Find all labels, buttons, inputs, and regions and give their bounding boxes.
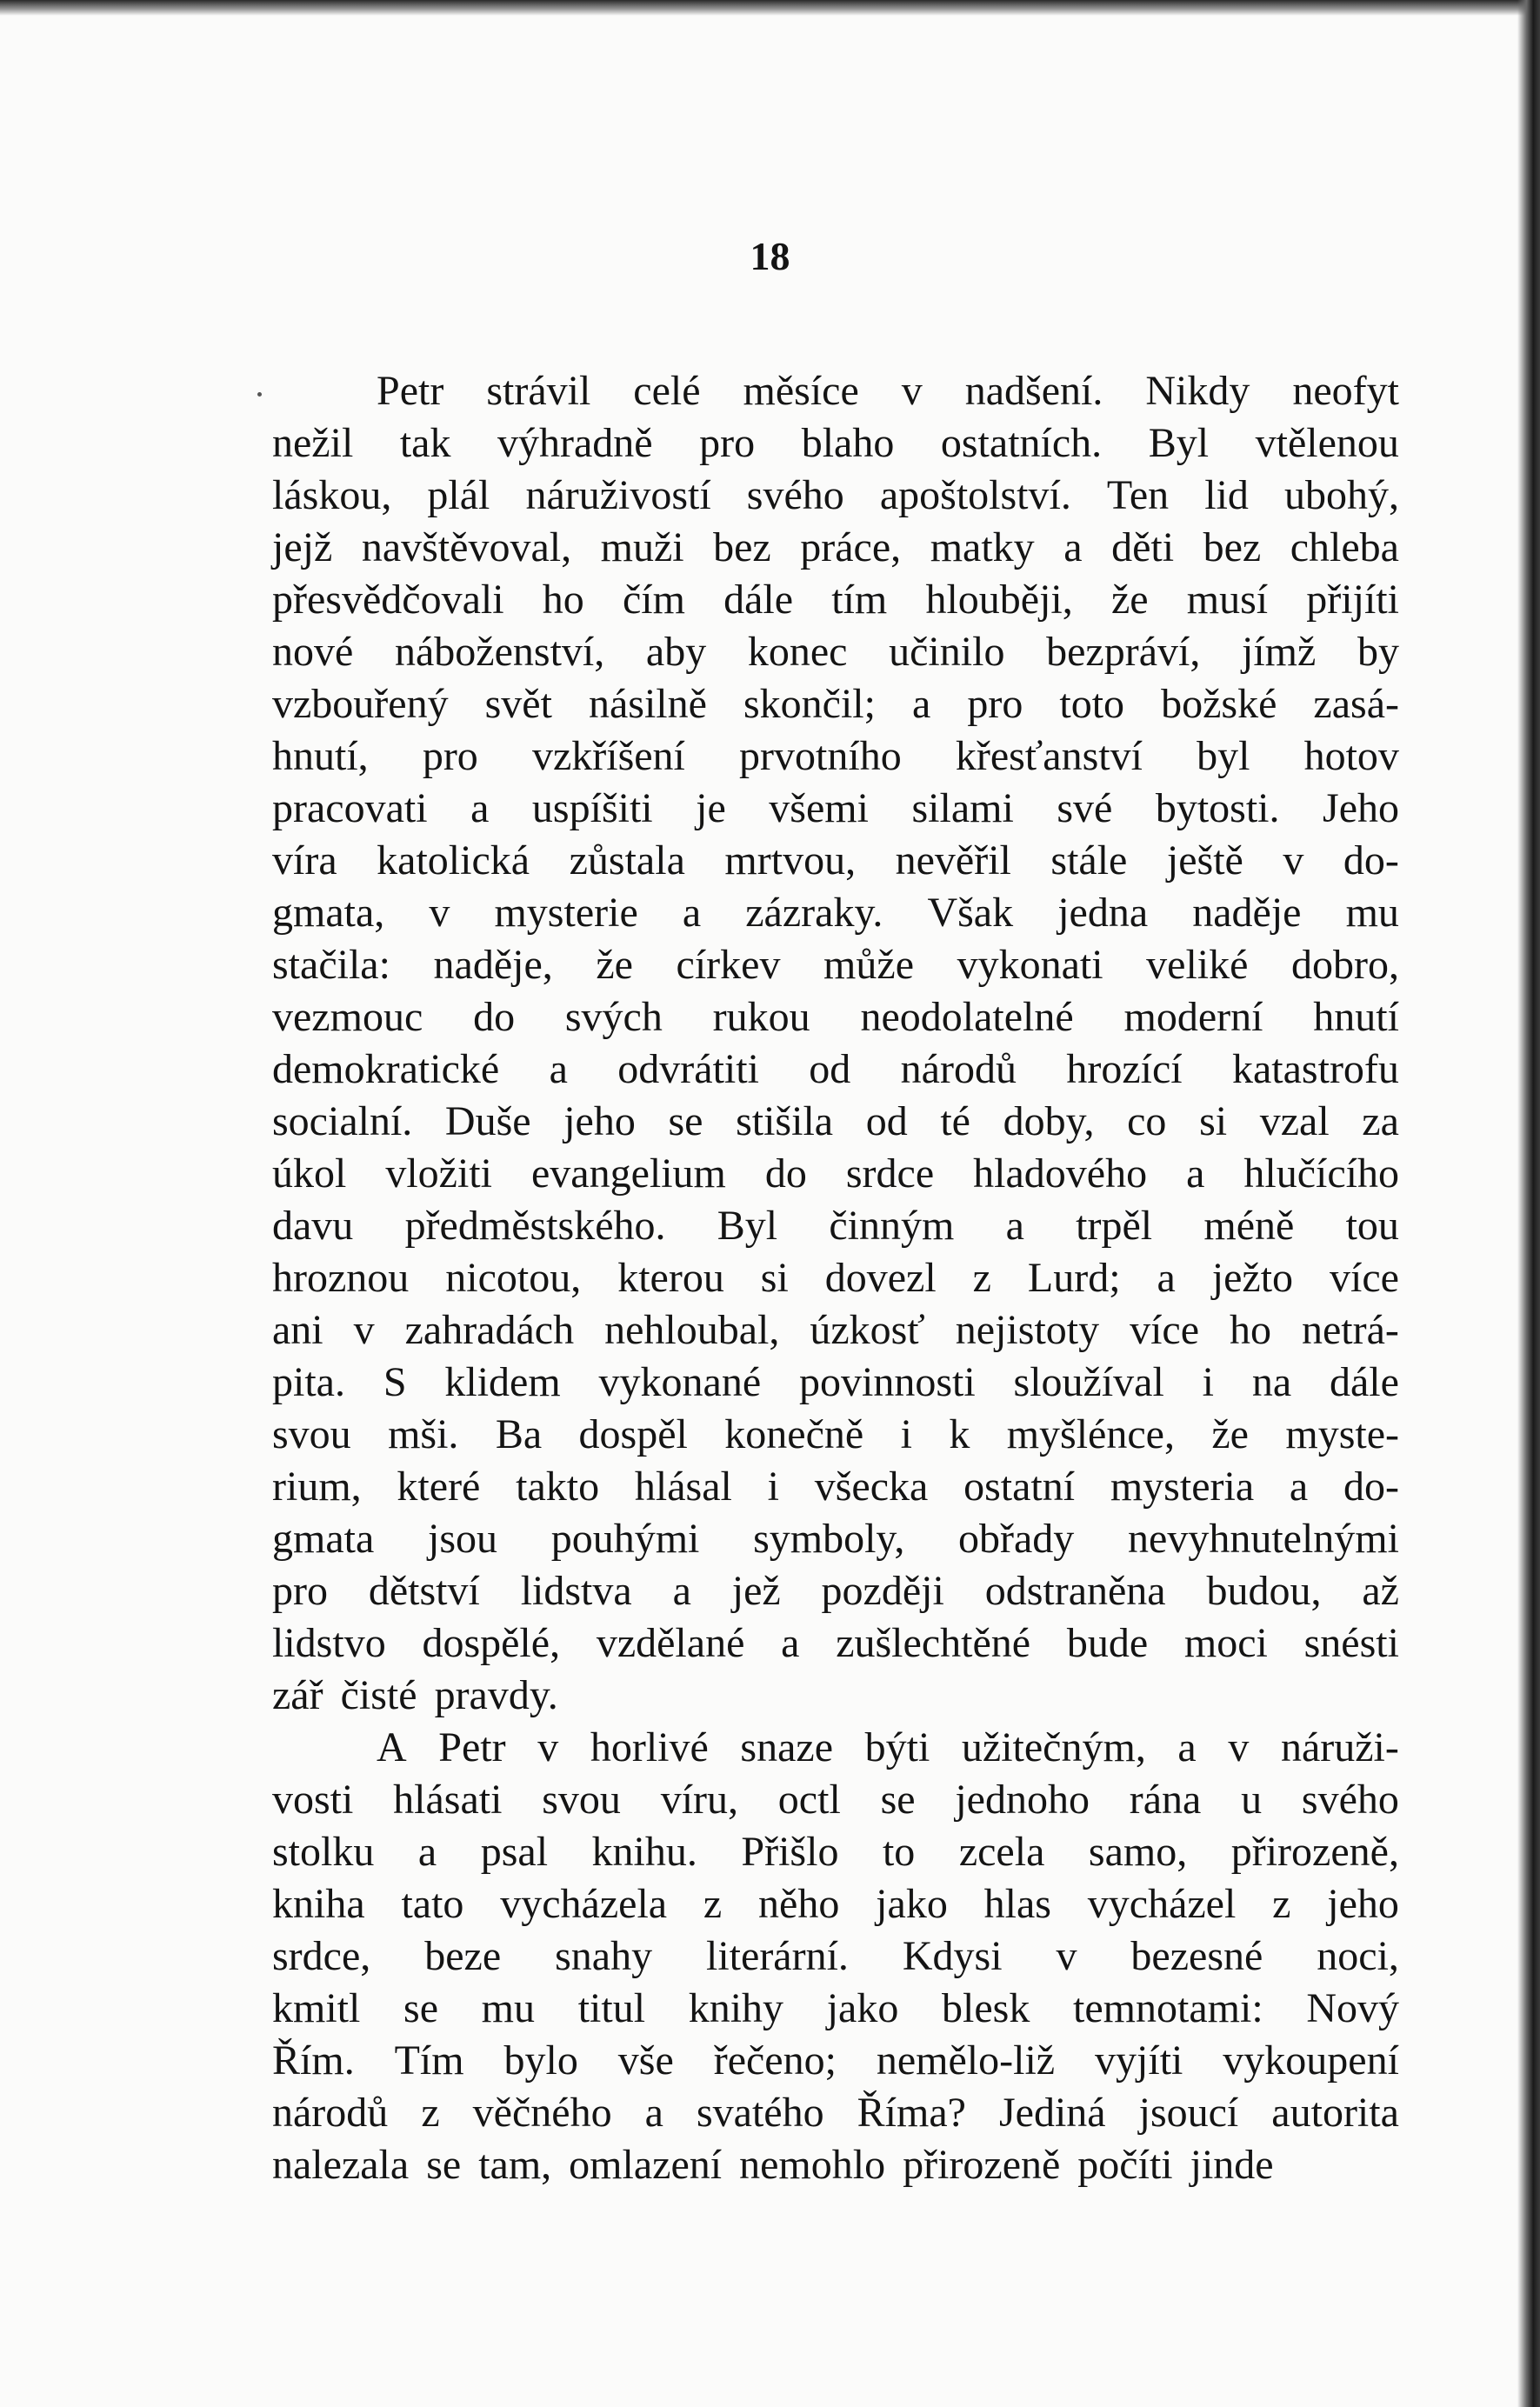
text-line: ani v zahradách nehloubal, úzkosť nejistoty více ho netrá- (272, 1307, 1399, 1353)
text-line: pro dětství lidstva a jež později odstraněna budou, až (272, 1568, 1399, 1614)
text-line: stačila: naděje, že církev může vykonati veliké dobro, (272, 942, 1399, 988)
text-line: hnutí, pro vzkříšení prvotního křesťanství byl hotov (272, 733, 1399, 779)
text-line: úkol vložiti evangelium do srdce hladového a hlučícího (272, 1150, 1399, 1197)
text-line: víra katolická zůstala mrtvou, nevěřil stále ještě v do- (272, 837, 1399, 883)
text-line: Řím. Tím bylo vše řečeno; nemělo-liž vyjíti vykoupení (272, 2037, 1399, 2084)
paragraph (272, 365, 1399, 1722)
text-line: kniha tato vycházela z něho jako hlas vycházel z jeho (272, 1881, 1399, 1927)
text-line: přesvědčovali ho čím dále tím hlouběji, že musí přijíti (272, 577, 1399, 623)
body-text (272, 365, 1399, 2191)
text-line: gmata, v mysterie a zázraky. Však jedna naděje mu (272, 890, 1399, 936)
text-line: kmitl se mu titul knihy jako blesk temnotami: Nový (272, 1985, 1399, 2031)
ink-speck (257, 392, 262, 397)
text-line: pracovati a uspíšiti je všemi silami své bytosti. Jeho (272, 785, 1399, 831)
text-line: nežil tak výhradně pro blaho ostatních. Byl vtělenou (272, 420, 1399, 466)
text-line: demokratické a odvrátiti od národů hrozící katastrofu (272, 1046, 1399, 1092)
page-top-shadow (0, 0, 1540, 16)
text-line: hroznou nicotou, kterou si dovezl z Lurd; a ježto více (272, 1255, 1399, 1301)
text-line: A Petr v horlivé snaze býti užitečným, a v náruži- (377, 1724, 1399, 1770)
text-line: lidstvo dospělé, vzdělané a zušlechtěné bude moci snésti (272, 1620, 1399, 1666)
text-line: Petr strávil celé měsíce v nadšení. Nikdy neofyt (377, 368, 1399, 414)
text-line: vosti hlásati svou víru, octl se jednoho rána u svého (272, 1777, 1399, 1823)
text-line: svou mši. Ba dospěl konečně i k myšlénce, že myste- (272, 1411, 1399, 1457)
text-line: zář čisté pravdy. (272, 1672, 558, 1718)
text-line: národů z věčného a svatého Říma? Jediná jsoucí autorita (272, 2090, 1399, 2136)
text-line: jejž navštěvoval, muži bez práce, matky a děti bez chleba (272, 524, 1399, 570)
page-binding-shadow (1517, 0, 1540, 2407)
text-line: nové náboženství, aby konec učinilo bezpráví, jímž by (272, 629, 1399, 675)
page-number: 18 (750, 234, 790, 278)
text-line: socialní. Duše jeho se stišila od té doby, co si vzal za (272, 1098, 1399, 1144)
text-line: láskou, plál náruživostí svého apoštolství. Ten lid ubohý, (272, 472, 1399, 518)
text-line: rium, které takto hlásal i všecka ostatní mysteria a do- (272, 1464, 1399, 1510)
text-line: srdce, beze snahy literární. Kdysi v bezesné noci, (272, 1933, 1399, 1979)
text-line: davu předměstského. Byl činným a trpěl méně tou (272, 1203, 1399, 1249)
text-line: pita. S klidem vykonané povinnosti sloužíval i na dále (272, 1359, 1399, 1405)
text-line: vzbouřený svět násilně skončil; a pro toto božské zasá- (272, 681, 1399, 727)
text-line: vezmouc do svých rukou neodolatelné moderní hnutí (272, 994, 1399, 1040)
text-line: gmata jsou pouhými symboly, obřady nevyhnutelnými (272, 1516, 1399, 1562)
paragraph (272, 1722, 1399, 2191)
text-line: stolku a psal knihu. Přišlo to zcela samo, přirozeně, (272, 1829, 1399, 1875)
text-line: nalezala se tam, omlazení nemohlo přirozeně počíti jinde (272, 2142, 1274, 2188)
